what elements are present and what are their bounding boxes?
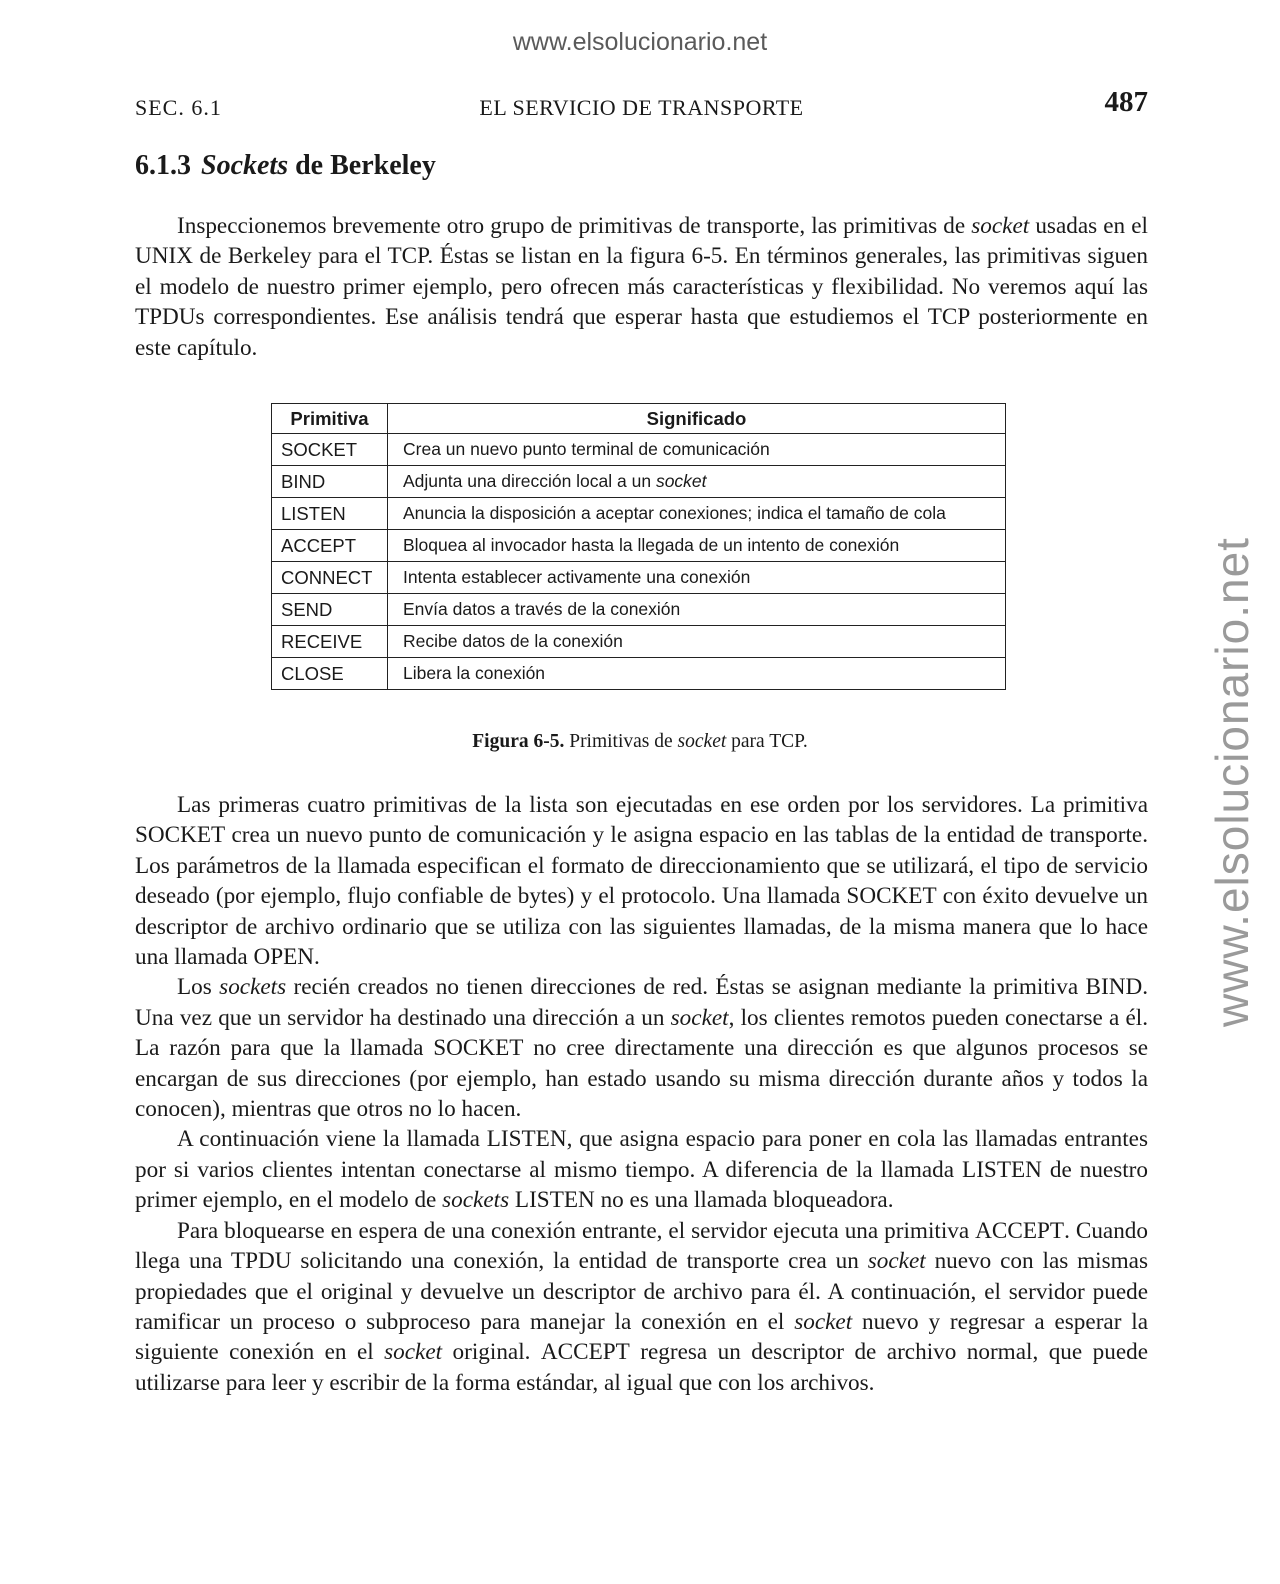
- primitive-name: LISTEN: [514, 1187, 595, 1214]
- header-primitive: Primitiva: [272, 404, 388, 434]
- intro-paragraph: [135, 211, 1148, 363]
- primitive-name: ACCEPT: [975, 1217, 1065, 1244]
- text-run: Los: [177, 974, 220, 1001]
- table-row: [272, 594, 1006, 626]
- page-number: 487: [1104, 86, 1148, 118]
- table-row: [272, 498, 1006, 530]
- table-row: [272, 626, 1006, 658]
- text-run: Adjunta una dirección local a un: [403, 471, 656, 491]
- text-run: nuevo y regresar a esperar la siguiente conexión en el: [135, 1308, 1148, 1366]
- meaning-cell: [388, 466, 1006, 498]
- primitive-cell: CLOSE: [272, 658, 388, 690]
- meaning-cell: [388, 434, 1006, 466]
- text-run: usadas en el UNIX de Berkeley para el TCP. Éstas se listan en la figura 6-5. En términos generales, las primitivas siguen el modelo de nuestro primer ejemplo, pero ofrecen más características y flexibilidad. No veremos aquí las TPDUs correspondientes. Ese análisis tendrá que esperar hasta que estudiemos el TCP posteriormente en este capítulo.: [135, 213, 1148, 361]
- body-paragraph-4: [135, 1216, 1148, 1398]
- meaning-cell: [388, 594, 1006, 626]
- primitive-cell: LISTEN: [272, 498, 388, 530]
- intro-text: [135, 211, 1148, 363]
- header-meaning: Significado: [388, 404, 1006, 434]
- text-run: nuevo con las mismas propiedades que el original y devuelve un descriptor de archivo para él. A continuación, el servidor puede ramificar un proceso o subproceso para manejar la conexión en el: [135, 1248, 1149, 1335]
- table-row: [272, 434, 1006, 466]
- italic-term: socket: [794, 1308, 853, 1335]
- text-run: crea un nuevo punto de comunicación y le asigna espacio en las tablas de la entidad de transporte. Los parámetros de la llamada especifican el formato de direccionamiento que se utilizará, el tipo de servicio deseado (por ejemplo, flujo confiable de bytes) y el protocolo. Una llamada: [135, 822, 1148, 910]
- text-run: no es una llamada bloqueadora.: [594, 1187, 894, 1214]
- meaning-cell: [388, 562, 1006, 594]
- italic-term: socket: [677, 731, 727, 752]
- text-run: Libera la conexión: [403, 663, 546, 683]
- primitive-name: SOCKET: [433, 1035, 524, 1062]
- primitives-table: [271, 403, 1006, 690]
- primitive-name: SOCKET: [135, 822, 226, 849]
- text-run: con éxito devuelve un descriptor de archivo ordinario que se utiliza con las siguientes llamadas, de la misma manera que lo hace una llamada: [135, 883, 1148, 971]
- table-row: [272, 658, 1006, 690]
- running-head-title: EL SERVICIO DE TRANSPORTE: [479, 95, 804, 120]
- text-run: Bloquea al invocador hasta la llegada de un intento de conexión: [403, 535, 900, 555]
- italic-term: socket: [867, 1248, 926, 1275]
- running-head-section: SEC. 6.1: [135, 95, 222, 120]
- meaning-cell: [388, 658, 1006, 690]
- primitive-name: LISTEN: [962, 1156, 1042, 1183]
- italic-term: socket: [384, 1339, 443, 1366]
- table-body: [272, 434, 1006, 690]
- text-run: regresa un descriptor de archivo normal, que puede utilizarse para leer y escribir de la forma estándar, al igual que con los archivos.: [135, 1339, 1148, 1396]
- italic-term: socket: [971, 213, 1030, 239]
- section-title-rest: de Berkeley: [288, 150, 436, 181]
- primitive-name: ACCEPT: [540, 1339, 630, 1366]
- meaning-cell: [388, 498, 1006, 530]
- caption-label: Figura 6-5.: [472, 731, 565, 752]
- text-run: .: [314, 944, 320, 971]
- primitive-name: OPEN: [253, 944, 315, 971]
- primitive-cell: CONNECT: [272, 562, 388, 594]
- text-run: Las primeras cuatro primitivas de la lista son ejecutadas en ese orden por los servidores. La primitiva: [177, 792, 1148, 818]
- table-header-row: [272, 404, 1006, 434]
- text-run: Para bloquearse en espera de una conexión entrante, el servidor ejecuta una primitiva: [177, 1217, 976, 1244]
- text-run: Crea un nuevo punto terminal de comunicación: [403, 439, 770, 459]
- figure-caption: [0, 731, 1280, 753]
- text-run: Recibe datos de la conexión: [403, 631, 623, 651]
- body-paragraph-1: [135, 790, 1148, 972]
- meaning-cell: [388, 626, 1006, 658]
- text-run: Primitivas de: [564, 731, 678, 752]
- text-run: Anuncia la disposición a aceptar conexiones; indica el tamaño de cola: [403, 503, 946, 523]
- table-row: [272, 562, 1006, 594]
- watermark-top: www.elsolucionario.net: [512, 28, 768, 56]
- body-paragraph-3: [135, 1124, 1148, 1215]
- meaning-cell: [388, 530, 1006, 562]
- text-run: . Una vez que un servidor ha destinado una dirección a un: [135, 974, 1149, 1031]
- watermark-side: www.elsolucionario.net: [1206, 537, 1258, 1027]
- running-head: [135, 86, 1148, 126]
- primitive-cell: ACCEPT: [272, 530, 388, 562]
- italic-term: sockets: [442, 1187, 510, 1214]
- text-run: , los clientes remotos pueden conectarse a él. La razón para que la llamada: [135, 1004, 1148, 1062]
- primitive-cell: RECEIVE: [272, 626, 388, 658]
- body-paragraph-2: [135, 972, 1148, 1124]
- italic-term: sockets: [219, 974, 287, 1001]
- table-row: [272, 466, 1006, 498]
- section-number: 6.1.3: [135, 150, 191, 181]
- primitive-name: LISTEN: [486, 1126, 567, 1153]
- text-run: de nuestro primer ejemplo, en el modelo de: [135, 1156, 1148, 1214]
- text-run: no cree directamente una dirección es que algunos procesos se encargan de sus direcciones (por ejemplo, han estado usando su misma dirección durante años y todos la conocen), mientras que otros no lo hacen.: [135, 1035, 1149, 1123]
- text-run: A continuación viene la llamada: [177, 1126, 487, 1153]
- text-run: , que asigna espacio para poner en cola las llamadas entrantes por si varios clientes intentan conectarse al mismo tiempo. A diferencia de la llamada: [135, 1126, 1148, 1183]
- primitive-name: SOCKET: [846, 883, 937, 910]
- section-title-italic: Sockets: [201, 150, 289, 181]
- text-run: recién creados no tienen direcciones de red. Éstas se asignan mediante la primitiva: [286, 974, 1086, 1001]
- section-title: [135, 150, 436, 182]
- italic-term: socket: [670, 1004, 729, 1031]
- primitive-name: BIND: [1085, 974, 1143, 1001]
- primitive-cell: SEND: [272, 594, 388, 626]
- primitive-cell: BIND: [272, 466, 388, 498]
- text-run: Envía datos a través de la conexión: [403, 599, 681, 619]
- body-text: [135, 790, 1148, 1398]
- text-run: . Cuando llega una TPDU solicitando una conexión, la entidad de transporte crea un: [135, 1217, 1148, 1275]
- text-run: original.: [442, 1339, 541, 1366]
- table-row: [272, 530, 1006, 562]
- text-run: Inspeccionemos brevemente otro grupo de primitivas de transporte, las primitivas de: [177, 213, 972, 239]
- italic-term: socket: [655, 471, 707, 491]
- primitive-cell: SOCKET: [272, 434, 388, 466]
- text-run: para TCP.: [726, 731, 808, 752]
- text-run: Intenta establecer activamente una conexión: [403, 567, 751, 587]
